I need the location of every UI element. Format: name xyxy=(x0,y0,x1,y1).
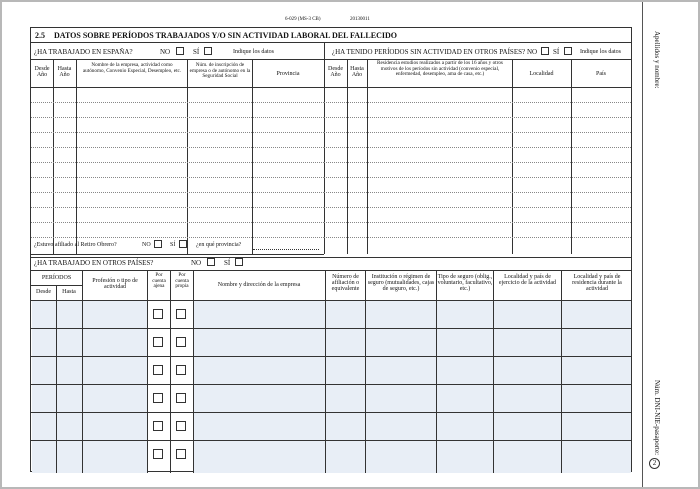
section-frame xyxy=(30,27,632,472)
spain-si-checkbox[interactable] xyxy=(204,47,212,55)
other-col-afiliacion: Número de afiliación o equivalente xyxy=(331,274,360,292)
inactive-col-hasta: Hasta Año xyxy=(350,66,364,78)
spain-col-div xyxy=(187,59,188,254)
fill-area-tipo[interactable] xyxy=(437,301,493,473)
row5-propia-checkbox[interactable] xyxy=(176,421,186,431)
spain-col-div xyxy=(53,59,54,254)
row6-ajena-checkbox[interactable] xyxy=(153,449,163,459)
inactive-col-pais: País xyxy=(595,71,606,77)
other-col-desde: Desde xyxy=(36,289,51,295)
side-margin-line xyxy=(642,2,643,487)
other-col-profesion: Profesión o tipo de actividad xyxy=(92,278,138,290)
other-col-propia: Por cuenta propia xyxy=(175,272,189,290)
other-col-localidad-residencia: Localidad y país de residencia durante la actividad xyxy=(572,274,622,292)
form-page xyxy=(2,2,698,487)
other-col-periodos: PERÍODOS xyxy=(41,275,72,281)
row4-ajena-checkbox[interactable] xyxy=(153,393,163,403)
row2-propia-checkbox[interactable] xyxy=(176,337,186,347)
inactive-col-div xyxy=(571,59,572,254)
spain-si-label: SÍ xyxy=(193,48,200,56)
retiro-no-checkbox[interactable] xyxy=(154,240,162,248)
inactive-col-desde: Desde Año xyxy=(328,66,343,78)
spain-no-checkbox[interactable] xyxy=(176,47,184,55)
other-si-label: SÍ xyxy=(224,259,231,267)
inactive-col-div xyxy=(347,59,348,254)
provincia-question: ¿en qué provincia? xyxy=(196,242,242,248)
row1-propia-checkbox[interactable] xyxy=(176,309,186,319)
other-col-institucion: Institución o régimen de seguro (mutualidades, cajas de seguro, etc.) xyxy=(367,274,435,292)
other-col-tipo-seguro: Tipo de seguro (oblig., voluntario, facultativo, etc.) xyxy=(437,274,493,292)
page-number: 2 xyxy=(649,458,660,469)
inactive-col-div xyxy=(367,59,368,254)
spain-col-div xyxy=(76,59,77,254)
retiro-no-label: NO xyxy=(142,242,151,248)
inactive-no-label: NO xyxy=(527,48,538,56)
spain-col-provincia: Provincia xyxy=(276,71,300,77)
spain-col-hasta: Hasta Año xyxy=(57,66,72,78)
inactive-question: ¿HA TENIDO PERÍODOS SIN ACTIVIDAD EN OTROS PAÍSES? xyxy=(332,48,526,56)
row5-ajena-checkbox[interactable] xyxy=(153,421,163,431)
other-col-localidad-ejercicio: Localidad y país de ejercicio de la actividad xyxy=(498,274,557,286)
other-no-checkbox[interactable] xyxy=(207,258,215,266)
spain-col-div xyxy=(252,59,253,254)
other-no-label: NO xyxy=(191,259,202,267)
other-col-empresa: Nombre y dirección de la empresa xyxy=(217,282,301,288)
date-code: 20130011 xyxy=(350,17,370,22)
fill-area-afiliacion[interactable] xyxy=(326,301,365,473)
inactive-col-localidad: Localidad xyxy=(529,71,554,77)
form-code: 6-029 (MS-3 CB) xyxy=(285,17,321,22)
other-col-div xyxy=(170,270,171,473)
section-title: DATOS SOBRE PERÍODOS TRABAJADOS Y/O SIN ACTIVIDAD LABORAL DEL FALLECIDO xyxy=(54,31,397,40)
inactive-si-label: SÍ xyxy=(553,48,560,56)
row1-ajena-checkbox[interactable] xyxy=(153,309,163,319)
retiro-question: ¿Estuvo afiliado al Retiro Obrero? xyxy=(34,242,117,248)
other-si-checkbox[interactable] xyxy=(235,258,243,266)
other-col-hasta: Hasta xyxy=(62,289,76,295)
inactive-no-checkbox[interactable] xyxy=(541,47,549,55)
row6-propia-checkbox[interactable] xyxy=(176,449,186,459)
retiro-si-label: SÍ xyxy=(170,242,176,248)
section-number: 2.5 xyxy=(35,31,45,40)
other-countries-question: ¿HA TRABAJADO EN OTROS PAÍSES? xyxy=(34,259,154,267)
spain-indique: Indique los datos xyxy=(233,49,274,55)
fill-area-hasta[interactable] xyxy=(57,301,82,473)
spain-table-top xyxy=(31,59,324,60)
row3-ajena-checkbox[interactable] xyxy=(153,365,163,375)
other-table-top xyxy=(31,270,631,271)
fill-area-institucion[interactable] xyxy=(366,301,436,473)
inactive-header-bottom xyxy=(324,87,631,88)
row2-ajena-checkbox[interactable] xyxy=(153,337,163,347)
spain-no-label: NO xyxy=(160,48,171,56)
inactive-col-residencia: Residencia estudios realizados a partir de los 16 años y otros motivos de los períodos sin actividad (convenio especial, enfermedad, desempleo, ama de casa, etc.) xyxy=(377,60,503,78)
spain-table-bottom xyxy=(31,254,324,255)
spain-col-inscripcion: Núm. de inscripción de empresa o de autónomo en la Seguridad Social xyxy=(189,62,251,80)
fill-area-desde[interactable] xyxy=(32,301,56,473)
apellidos-label: Apellidos y nombre: xyxy=(653,31,661,89)
section-title-bar xyxy=(31,28,631,43)
section-divider xyxy=(31,257,631,258)
side-margin xyxy=(642,2,698,487)
inactive-col-div xyxy=(512,59,513,254)
spain-col-empresa: Nombre de la empresa, actividad como autónomo, Convenio Especial, Desempleo, etc. xyxy=(82,62,182,74)
fill-area-loc-ejercicio[interactable] xyxy=(494,301,561,473)
row4-propia-checkbox[interactable] xyxy=(176,393,186,403)
dni-label: Núm. DNI-NIE-pasaporte: xyxy=(653,380,661,456)
retiro-si-checkbox[interactable] xyxy=(179,240,187,248)
inactive-si-checkbox[interactable] xyxy=(564,47,572,55)
row3-propia-checkbox[interactable] xyxy=(176,365,186,375)
fill-area-profesion[interactable] xyxy=(83,301,147,473)
spain-col-desde: Desde Año xyxy=(34,66,50,78)
fill-area-empresa[interactable] xyxy=(194,301,325,473)
other-col-ajena: Por cuenta ajena xyxy=(152,272,166,290)
spain-question: ¿HA TRABAJADO EN ESPAÑA? xyxy=(34,48,133,56)
other-col-div xyxy=(147,270,148,473)
provincia-input-line[interactable] xyxy=(253,249,319,250)
spain-header-bottom xyxy=(31,87,324,88)
periodos-sub-line xyxy=(31,285,82,286)
fill-area-loc-residencia[interactable] xyxy=(562,301,631,473)
inactive-indique: Indique los datos xyxy=(580,49,621,55)
